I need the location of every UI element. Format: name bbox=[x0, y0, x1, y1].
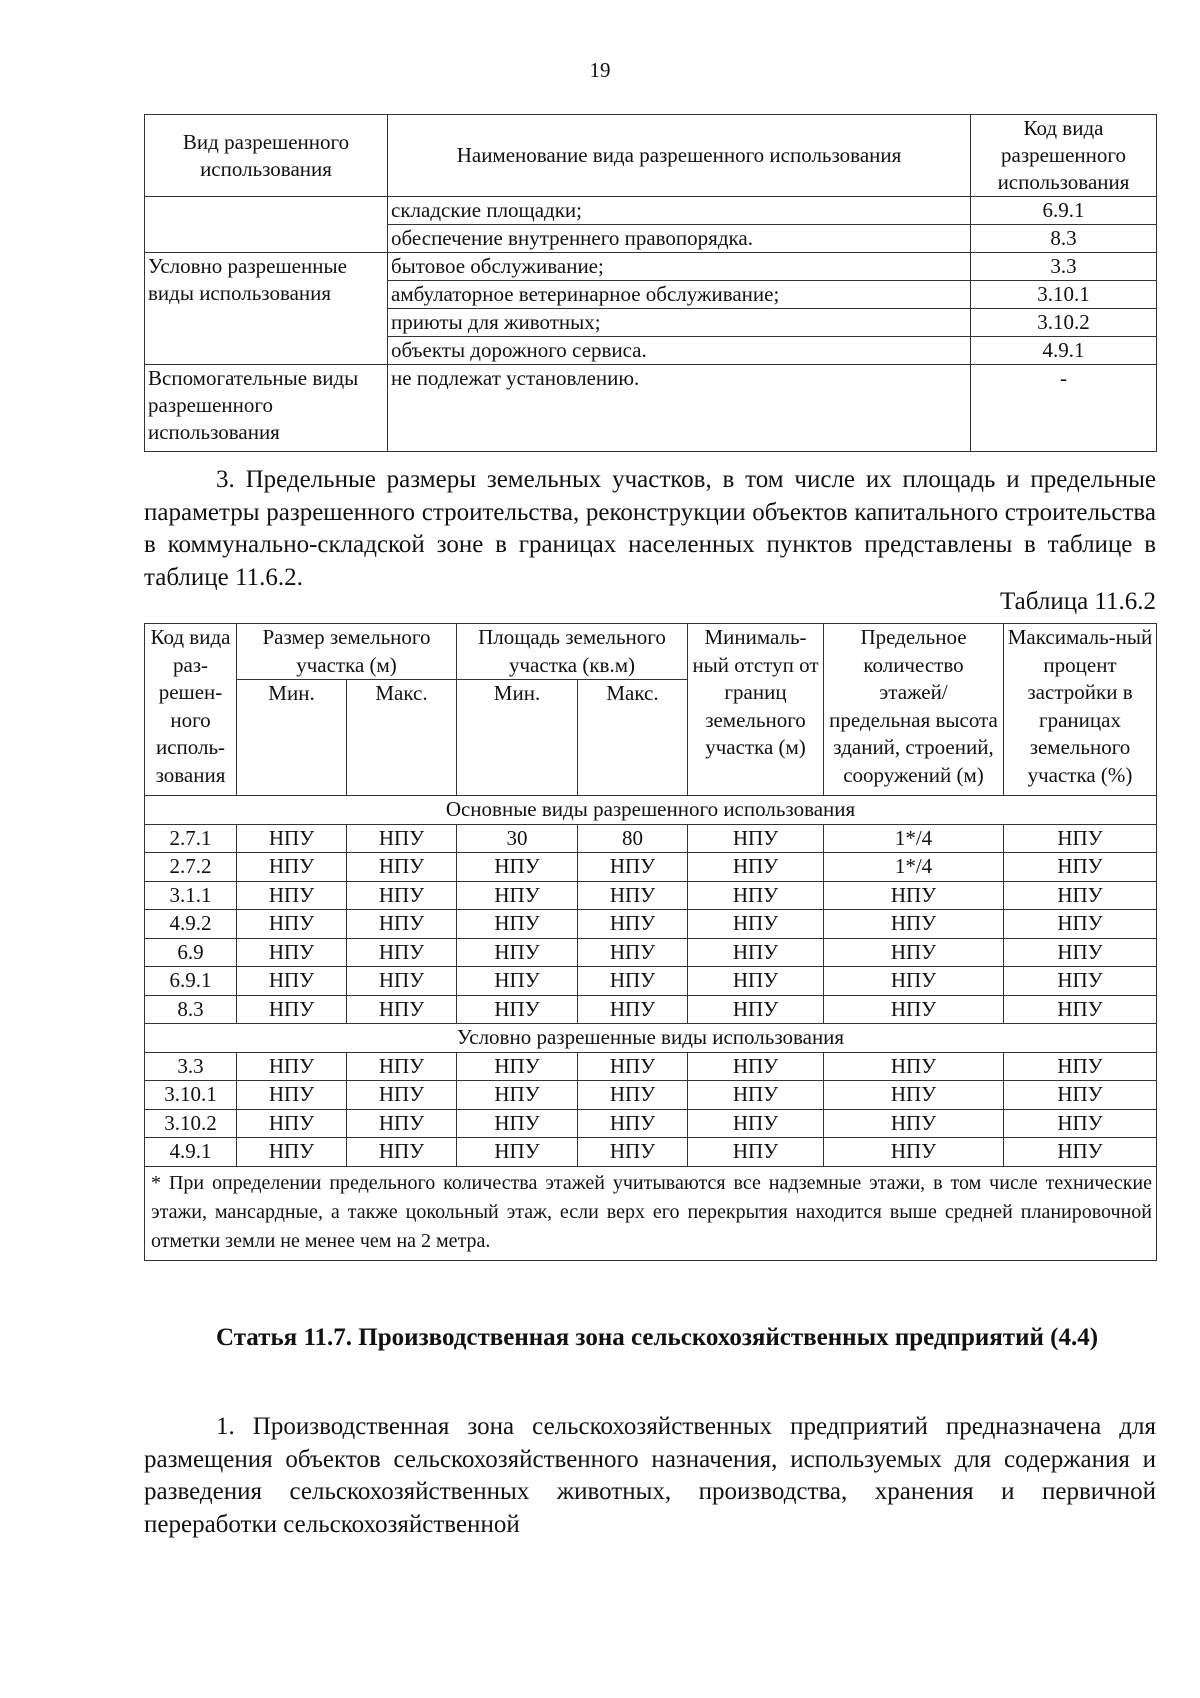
value-cell: НПУ bbox=[347, 1138, 457, 1167]
value-cell: НПУ bbox=[237, 1138, 347, 1167]
value-cell: НПУ bbox=[457, 881, 578, 910]
use-code-cell: 3.3 bbox=[145, 1052, 237, 1081]
value-cell: НПУ bbox=[457, 995, 578, 1024]
value-cell: НПУ bbox=[688, 910, 824, 939]
value-cell: НПУ bbox=[347, 853, 457, 882]
value-cell: НПУ bbox=[237, 1109, 347, 1138]
table-row bbox=[145, 881, 1157, 910]
use-code-cell: 4.9.2 bbox=[145, 910, 237, 939]
permitted-use-table bbox=[144, 114, 1157, 452]
use-name-cell: складские площадки; bbox=[388, 197, 971, 225]
value-cell: НПУ bbox=[688, 1138, 824, 1167]
value-cell: НПУ bbox=[1004, 881, 1157, 910]
section-main-uses: Основные виды разрешенного использования bbox=[145, 796, 1157, 825]
value-cell: НПУ bbox=[578, 1109, 688, 1138]
use-code-cell: 8.3 bbox=[971, 225, 1157, 253]
header-area-max: Макс. bbox=[578, 680, 688, 796]
value-cell: НПУ bbox=[824, 1052, 1004, 1081]
table-row bbox=[145, 1052, 1157, 1081]
article-heading-text: Статья 11.7. Производственная зона сельскохозяйственных предприятий (4.4) bbox=[216, 1324, 1099, 1351]
value-cell: НПУ bbox=[578, 881, 688, 910]
value-cell: НПУ bbox=[237, 824, 347, 853]
value-cell: НПУ bbox=[347, 995, 457, 1024]
value-cell: НПУ bbox=[578, 938, 688, 967]
value-cell: НПУ bbox=[237, 881, 347, 910]
section-row bbox=[145, 1024, 1157, 1053]
value-cell: НПУ bbox=[824, 995, 1004, 1024]
value-cell: НПУ bbox=[688, 853, 824, 882]
table-row bbox=[145, 995, 1157, 1024]
header-coverage: Максималь-ный процент застройки в границах земельного участка (%) bbox=[1004, 624, 1157, 796]
value-cell: НПУ bbox=[688, 824, 824, 853]
value-cell: НПУ bbox=[688, 1109, 824, 1138]
parameters-table bbox=[144, 623, 1157, 1261]
value-cell: НПУ bbox=[347, 967, 457, 996]
value-cell: НПУ bbox=[688, 938, 824, 967]
section-conditional-uses: Условно разрешенные виды использования bbox=[145, 1024, 1157, 1053]
table-row bbox=[145, 853, 1157, 882]
value-cell: НПУ bbox=[688, 967, 824, 996]
value-cell: НПУ bbox=[237, 1081, 347, 1110]
value-cell: НПУ bbox=[237, 1052, 347, 1081]
value-cell: НПУ bbox=[1004, 1138, 1157, 1167]
value-cell: НПУ bbox=[824, 881, 1004, 910]
value-cell: НПУ bbox=[688, 995, 824, 1024]
header-use-type: Вид разрешенного использования bbox=[145, 115, 388, 197]
value-cell: НПУ bbox=[578, 853, 688, 882]
table-row bbox=[145, 910, 1157, 939]
value-cell: НПУ bbox=[1004, 1109, 1157, 1138]
header-use-name: Наименование вида разрешенного использования bbox=[388, 115, 971, 197]
header-setback: Минималь-ный отступ от границ земельного участка (м) bbox=[688, 624, 824, 796]
value-cell: НПУ bbox=[1004, 1081, 1157, 1110]
value-cell: НПУ bbox=[578, 995, 688, 1024]
header-area: Площадь земельного участка (кв.м) bbox=[457, 624, 688, 680]
value-cell: НПУ bbox=[824, 1081, 1004, 1110]
footnote: * При определении предельного количества этажей учитываются все надземные этажи, в том числе технические этажи, мансардные, а также цокольный этаж, если верх его перекрытия находится выше средней планировочной отметки земли не менее чем на 2 метра. bbox=[145, 1166, 1157, 1260]
use-code-cell: 6.9 bbox=[145, 938, 237, 967]
value-cell: НПУ bbox=[578, 1052, 688, 1081]
section-row bbox=[145, 796, 1157, 825]
table-caption: Таблица 11.6.2 bbox=[1000, 588, 1156, 615]
value-cell: НПУ bbox=[237, 967, 347, 996]
value-cell: НПУ bbox=[578, 967, 688, 996]
value-cell: НПУ bbox=[1004, 938, 1157, 967]
value-cell: НПУ bbox=[1004, 910, 1157, 939]
table-header-row bbox=[145, 115, 1157, 197]
value-cell: НПУ bbox=[688, 881, 824, 910]
use-code-cell: 3.10.2 bbox=[971, 309, 1157, 337]
conditional-use-label: Условно разрешенные виды использования bbox=[145, 253, 388, 365]
value-cell: НПУ bbox=[457, 853, 578, 882]
value-cell: НПУ bbox=[578, 910, 688, 939]
value-cell: НПУ bbox=[347, 910, 457, 939]
header-area-min: Мин. bbox=[457, 680, 578, 796]
value-cell: НПУ bbox=[1004, 1052, 1157, 1081]
use-name-cell: обеспечение внутреннего правопорядка. bbox=[388, 225, 971, 253]
paragraph-3-text: 3. Предельные размеры земельных участков, в том числе их площадь и предельные параметры разрешенного строительства, реконструкции объектов капитального строительства в коммунально-складской зоне в границах населенных пунктов представлены в таблице в таблице 11.6.2. bbox=[144, 466, 1156, 591]
use-code-cell: 3.1.1 bbox=[145, 881, 237, 910]
value-cell: 1*/4 bbox=[824, 853, 1004, 882]
use-code-cell: 4.9.1 bbox=[971, 337, 1157, 365]
header-size-min: Мин. bbox=[237, 680, 347, 796]
value-cell: НПУ bbox=[457, 910, 578, 939]
conditional-rows bbox=[145, 1052, 1157, 1166]
article-heading bbox=[144, 1320, 1156, 1355]
value-cell: НПУ bbox=[237, 938, 347, 967]
footnote-row bbox=[145, 1166, 1157, 1260]
table-row bbox=[145, 197, 1157, 225]
header-size: Размер земельного участка (м) bbox=[237, 624, 457, 680]
value-cell: НПУ bbox=[688, 1052, 824, 1081]
use-code-cell: 4.9.1 bbox=[145, 1138, 237, 1167]
value-cell: НПУ bbox=[347, 881, 457, 910]
use-name-cell: приюты для животных; bbox=[388, 309, 971, 337]
value-cell: НПУ bbox=[457, 938, 578, 967]
paragraph-3 bbox=[144, 464, 1156, 594]
use-name-cell: не подлежат установлению. bbox=[388, 365, 971, 452]
table-row bbox=[145, 1138, 1157, 1167]
use-name-cell: амбулаторное ветеринарное обслуживание; bbox=[388, 281, 971, 309]
table-row bbox=[145, 253, 1157, 281]
auxiliary-use-label: Вспомогательные виды разрешенного использования bbox=[145, 365, 388, 452]
value-cell: НПУ bbox=[1004, 967, 1157, 996]
header-code: Код вида раз-решен-ного исполь-зования bbox=[145, 624, 237, 796]
value-cell: НПУ bbox=[824, 910, 1004, 939]
value-cell: НПУ bbox=[347, 824, 457, 853]
value-cell: НПУ bbox=[347, 1109, 457, 1138]
value-cell: НПУ bbox=[347, 1052, 457, 1081]
value-cell: НПУ bbox=[347, 1081, 457, 1110]
value-cell: НПУ bbox=[824, 967, 1004, 996]
value-cell: НПУ bbox=[347, 938, 457, 967]
paragraph-1-text: 1. Производственная зона сельскохозяйственных предприятий предназначена для размещения объектов сельскохозяйственного назначения, используемых для содержания и разведения сельскохозяйственных животных, производства, хранения и первичной переработки сельскохозяйственной bbox=[144, 1413, 1156, 1538]
value-cell: 30 bbox=[457, 824, 578, 853]
use-code-cell: 3.3 bbox=[971, 253, 1157, 281]
value-cell: НПУ bbox=[578, 1138, 688, 1167]
table-row bbox=[145, 824, 1157, 853]
table-header-row bbox=[145, 624, 1157, 680]
value-cell: НПУ bbox=[824, 1109, 1004, 1138]
use-code-cell: 2.7.2 bbox=[145, 853, 237, 882]
value-cell: 80 bbox=[578, 824, 688, 853]
table-row bbox=[145, 365, 1157, 452]
value-cell: НПУ bbox=[457, 967, 578, 996]
table-row bbox=[145, 1109, 1157, 1138]
use-code-cell: 6.9.1 bbox=[145, 967, 237, 996]
value-cell: НПУ bbox=[688, 1081, 824, 1110]
value-cell: НПУ bbox=[457, 1109, 578, 1138]
use-code-cell: - bbox=[971, 365, 1157, 452]
use-code-cell: 6.9.1 bbox=[971, 197, 1157, 225]
value-cell: НПУ bbox=[237, 853, 347, 882]
empty-cell bbox=[145, 197, 388, 253]
header-use-code: Код вида разрешенного использования bbox=[971, 115, 1157, 197]
header-floors: Предельное количество этажей/ предельная высота зданий, строений, сооружений (м) bbox=[824, 624, 1004, 796]
page-number: 19 bbox=[589, 58, 611, 82]
value-cell: НПУ bbox=[1004, 995, 1157, 1024]
value-cell: НПУ bbox=[824, 938, 1004, 967]
value-cell: НПУ bbox=[457, 1081, 578, 1110]
table-row bbox=[145, 1081, 1157, 1110]
value-cell: НПУ bbox=[457, 1138, 578, 1167]
use-code-cell: 8.3 bbox=[145, 995, 237, 1024]
use-code-cell: 2.7.1 bbox=[145, 824, 237, 853]
paragraph-1 bbox=[144, 1411, 1156, 1541]
use-name-cell: бытовое обслуживание; bbox=[388, 253, 971, 281]
table-row bbox=[145, 938, 1157, 967]
use-name-cell: объекты дорожного сервиса. bbox=[388, 337, 971, 365]
value-cell: НПУ bbox=[1004, 824, 1157, 853]
value-cell: НПУ bbox=[457, 1052, 578, 1081]
header-size-max: Макс. bbox=[347, 680, 457, 796]
value-cell: НПУ bbox=[824, 1138, 1004, 1167]
value-cell: 1*/4 bbox=[824, 824, 1004, 853]
value-cell: НПУ bbox=[237, 910, 347, 939]
main-rows bbox=[145, 824, 1157, 1024]
value-cell: НПУ bbox=[1004, 853, 1157, 882]
value-cell: НПУ bbox=[237, 995, 347, 1024]
value-cell: НПУ bbox=[578, 1081, 688, 1110]
table-row bbox=[145, 967, 1157, 996]
use-code-cell: 3.10.1 bbox=[971, 281, 1157, 309]
use-code-cell: 3.10.1 bbox=[145, 1081, 237, 1110]
use-code-cell: 3.10.2 bbox=[145, 1109, 237, 1138]
